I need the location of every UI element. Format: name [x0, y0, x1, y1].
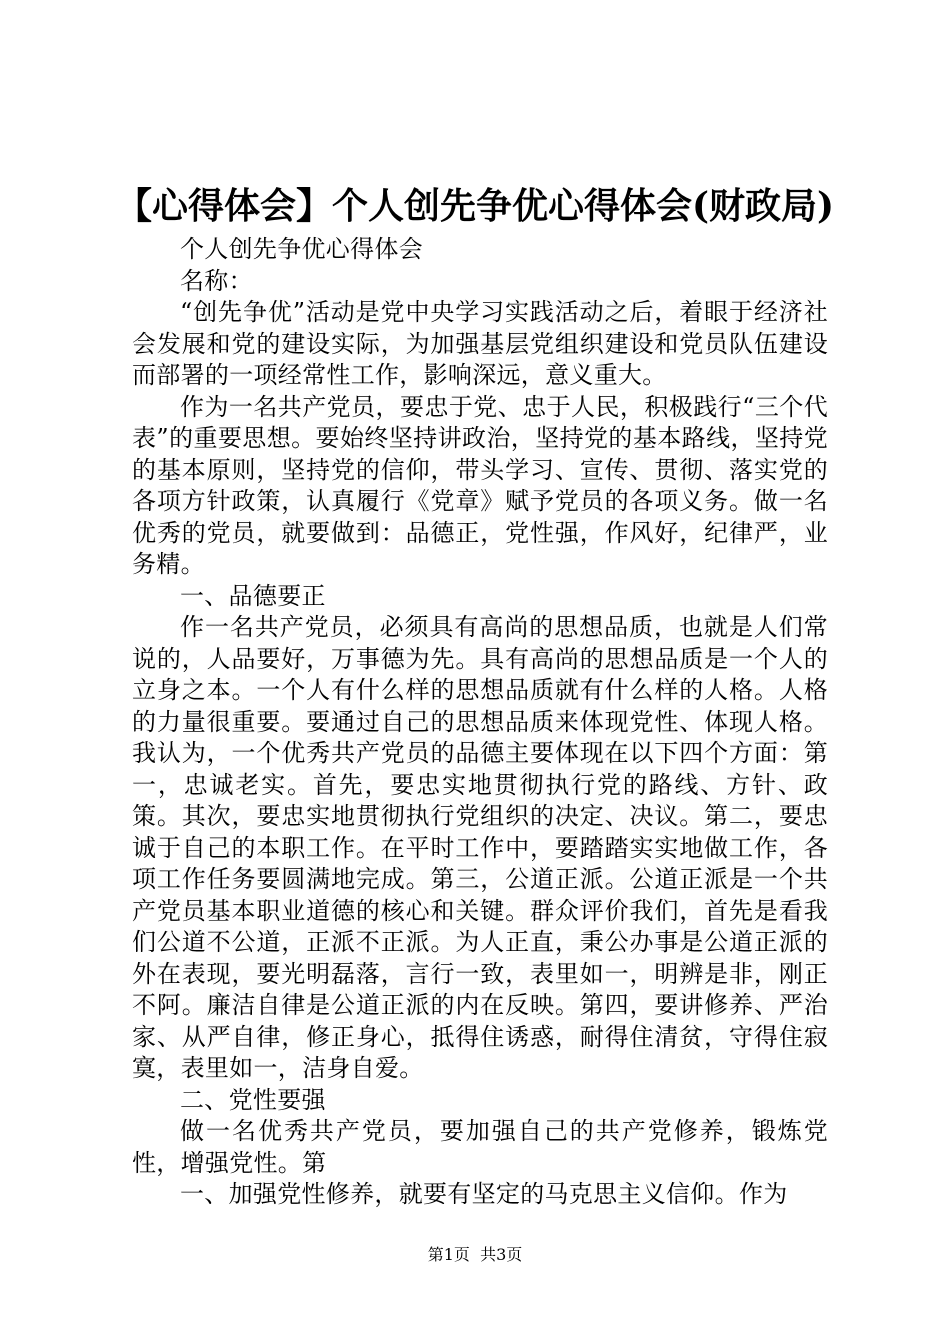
- document-title: 【心得体会】个人创先争优心得体会(财政局): [115, 185, 835, 227]
- document-body: [132, 234, 828, 1211]
- section-heading: 二、党性要强: [180, 1085, 326, 1114]
- page-number-footer: 第1页 共3页: [427, 1245, 523, 1264]
- paragraph: 作一名共产党员，必须具有高尚的思想品质，也就是人们常说的，人品要好，万事德为先。具有高尚的思想品质是一个人的立身之本。一个人有什么样的思想品质就有什么样的人格。人格的力量很重要。要通过自己的思想品质来体现党性、体现人格。我认为，一个优秀共产党员的品德主要体现在以下四个方面：第一，忠诚老实。首先，要忠实地贯彻执行党的路线、方针、政策。其次，要忠实地贯彻执行党组织的决定、决议。第二，要忠诚于自己的本职工作。在平时工作中，要踏踏实实地做工作，各项工作任务要圆满地完成。第三，公道正派。公道正派是一个共产党员基本职业道德的核心和关键。群众评价我们，首先是看我们公道不公道，正派不正派。为人正直，秉公办事是公道正派的外在表现，要光明磊落，言行一致，表里如一，明辨是非，刚正不阿。廉洁自律是公道正派的内在反映。第四，要讲修养、严治家、从严自律，修正身心，抵得住诱惑，耐得住清贫，守得住寂寞，表里如一，洁身自爱。: [132, 613, 828, 1082]
- subtitle-line: 个人创先争优心得体会: [180, 235, 423, 263]
- paragraph: “创先争优”活动是党中央学习实践活动之后，着眼于经济社会发展和党的建设实际，为加强基层党组织建设和党员队伍建设而部署的一项经常性工作，影响深远，意义重大。: [132, 298, 828, 389]
- section-heading: 一、品德要正: [180, 581, 326, 610]
- paragraph: 一、加强党性修养，就要有坚定的马克思主义信仰。作为: [180, 1180, 788, 1208]
- name-line: 名称：: [180, 266, 253, 295]
- paragraph: 做一名优秀共产党员，要加强自己的共产党修养，锻炼党性，增强党性。第: [132, 1117, 828, 1177]
- paragraph: 作为一名共产党员，要忠于党、忠于人民，积极践行“三个代表”的重要思想。要始终坚持讲政治，坚持党的基本路线，坚持党的基本原则，坚持党的信仰，带头学习、宣传、贯彻、落实党的各项方针政策，认真履行《党章》赋予党员的各项义务。做一名优秀的党员，就要做到：品德正，党性强，作风好，纪律严，业务精。: [132, 392, 828, 578]
